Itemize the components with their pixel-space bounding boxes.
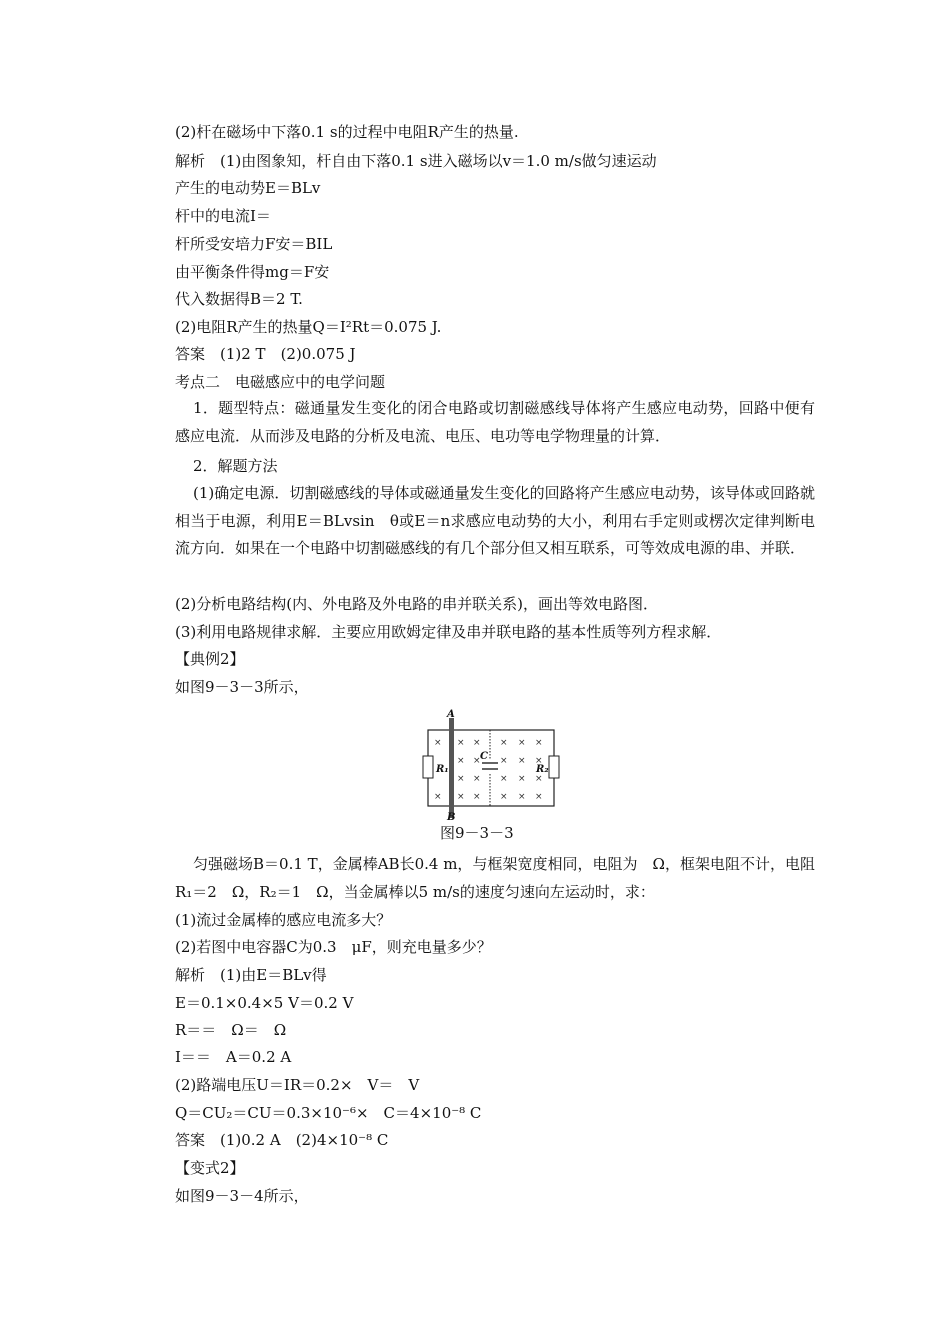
resistor-r1-body bbox=[423, 756, 433, 778]
field-mark: × bbox=[518, 756, 526, 766]
label-c: C bbox=[480, 751, 488, 762]
text-line: (2)路端电压U＝IR＝0.2× V＝ V bbox=[175, 1076, 420, 1094]
field-mark: × bbox=[457, 756, 465, 766]
text-line: (2)若图中电容器C为0.3 μF，则充电量多少？ bbox=[175, 938, 492, 956]
field-mark: × bbox=[500, 792, 508, 802]
paragraph-problem: 匀强磁场B＝0.1 T，金属棒AB长0.4 m，与框架宽度相同，电阻为 Ω，框架电阻不计，电阻R₁＝2 Ω，R₂＝1 Ω，当金属棒以5 m/s的速度匀速向左运动时，求： bbox=[175, 855, 815, 901]
field-mark: × bbox=[518, 774, 526, 784]
text-line: 杆所受安培力F安＝BIL bbox=[175, 235, 333, 253]
text-line: Q＝CU₂＝CU＝0.3×10⁻⁶× C＝4×10⁻⁸ C bbox=[175, 1104, 482, 1122]
section-heading: 考点二 电磁感应中的电学问题 bbox=[175, 373, 386, 391]
text-line: (2)杆在磁场中下落0.1 s的过程中电阻R产生的热量. bbox=[175, 123, 519, 141]
text-line: 杆中的电流I＝ bbox=[175, 207, 271, 225]
paragraph-determine-source: (1)确定电源．切割磁感线的导体或磁通量发生变化的回路将产生感应电动势，该导体或回路就相当于电源，利用E＝BLvsin θ或E＝n求感应电动势的大小，利用右手定则或楞次定律判断电流方向．如果在一个电路中切割磁感线的有几个部分但又相互联系，可等效成电源的串、并联． bbox=[175, 484, 815, 557]
paragraph-question-type: 1．题型特点：磁通量发生变化的闭合电路或切割磁感线导体将产生感应电动势，回路中便有感应电流．从而涉及电路的分析及电流、电压、电功等电学物理量的计算． bbox=[175, 399, 815, 445]
field-mark: × bbox=[500, 756, 508, 766]
field-mark: × bbox=[434, 738, 442, 748]
label-b: B bbox=[447, 812, 456, 820]
field-mark: × bbox=[457, 792, 465, 802]
text-line: 解析 (1)由图象知，杆自由下落0.1 s进入磁场以v＝1.0 m/s做匀速运动 bbox=[175, 152, 657, 170]
label-r2: R₂ bbox=[536, 764, 549, 775]
field-mark: × bbox=[473, 756, 481, 766]
circuit-diagram bbox=[420, 708, 560, 820]
text-line: 产生的电动势E＝BLv bbox=[175, 179, 321, 197]
text-line: (3)利用电路规律求解．主要应用欧姆定律及串并联电路的基本性质等列方程求解． bbox=[175, 623, 722, 641]
field-mark: × bbox=[535, 774, 543, 784]
text-line: 如图9－3－4所示， bbox=[175, 1187, 309, 1205]
field-mark: × bbox=[535, 738, 543, 748]
field-mark: × bbox=[457, 738, 465, 748]
answer-line: 答案 (1)0.2 A (2)4×10⁻⁸ C bbox=[175, 1131, 389, 1149]
field-mark: × bbox=[518, 792, 526, 802]
text-line: 由平衡条件得mg＝F安 bbox=[175, 263, 330, 281]
field-mark: × bbox=[535, 792, 543, 802]
field-mark: × bbox=[473, 738, 481, 748]
example-heading: 【典例2】 bbox=[175, 650, 245, 668]
text-line: 如图9－3－3所示， bbox=[175, 678, 309, 696]
text-line: (2)电阻R产生的热量Q＝I²Rt＝0.075 J. bbox=[175, 318, 442, 336]
field-mark: × bbox=[473, 774, 481, 784]
field-mark: × bbox=[473, 792, 481, 802]
text-line: (1)流过金属棒的感应电流多大？ bbox=[175, 911, 392, 929]
variant-heading: 【变式2】 bbox=[175, 1159, 245, 1177]
text-line: 解析 (1)由E＝BLv得 bbox=[175, 966, 327, 984]
field-mark: × bbox=[500, 738, 508, 748]
resistor-r2-body bbox=[549, 756, 559, 778]
text-line: R＝＝ Ω＝ Ω bbox=[175, 1021, 287, 1039]
field-mark: × bbox=[457, 774, 465, 784]
field-mark: × bbox=[500, 774, 508, 784]
label-a: A bbox=[447, 709, 455, 720]
text-line: I＝＝ A＝0.2 A bbox=[175, 1048, 292, 1066]
subheading-method: 2．解题方法 bbox=[193, 457, 278, 475]
text-line: E＝0.1×0.4×5 V＝0.2 V bbox=[175, 994, 354, 1012]
metal-rod-ab bbox=[449, 718, 454, 818]
text-line: 代入数据得B＝2 T. bbox=[175, 290, 303, 308]
field-mark: × bbox=[518, 738, 526, 748]
label-r1: R₁ bbox=[436, 764, 449, 775]
field-mark: × bbox=[535, 756, 543, 766]
figure-caption: 图9－3－3 bbox=[440, 824, 514, 842]
field-mark: × bbox=[434, 792, 442, 802]
circuit-figure bbox=[420, 708, 560, 820]
text-line: (2)分析电路结构(内、外电路及外电路的串并联关系)，画出等效电路图． bbox=[175, 595, 658, 613]
answer-line: 答案 (1)2 T (2)0.075 J bbox=[175, 345, 356, 363]
